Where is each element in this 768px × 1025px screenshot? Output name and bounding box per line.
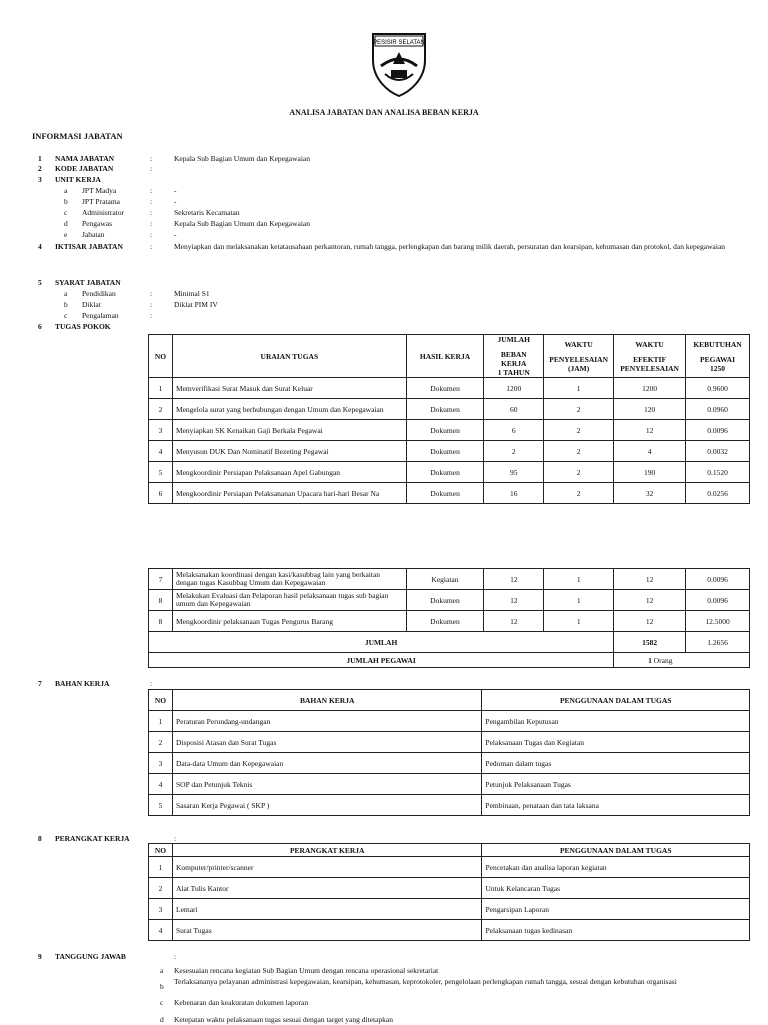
table-row: 1 Komputer/printer/scanner Pencetakan dan analisa laporan kegiatan	[149, 857, 750, 878]
table-row: 3 Lemari Pengarsipan Laporan	[149, 899, 750, 920]
jumlah-pegawai-row: JUMLAH PEGAWAI 1 Orang	[149, 653, 750, 668]
tugas-pokok-table	[148, 334, 750, 504]
table-row: 5 Mengkoordinir Persiapan Pelaksanaan Apel Gabungan Dokumen 95 2 190 0.1520	[149, 462, 750, 483]
table-row: 4 Surat Tugas Pelaksanaan tugas kedinasan	[149, 920, 750, 941]
tugas-header-row	[149, 335, 750, 378]
col-no: NO	[149, 335, 173, 378]
col-waktu: WAKTU PENYELESAIAN (JAM)	[544, 335, 614, 378]
jumlah-row: JUMLAH 1582 1.2656	[149, 632, 750, 653]
table-row: 4 Menyusun DUK Dan Nominatif Bezeting Pegawai Dokumen 2 2 4 0.0032	[149, 441, 750, 462]
table-row: 2 Mengelola surat yang berhubungan dengan Umum dan Kepegawaian Dokumen 60 2 120 0.0960	[149, 399, 750, 420]
table-row: 7 Melaksanakan koordinasi dengan kasi/kasubbag lain yang berkaitan dengan tugas Kasubbag Umum dan Kepegawaian Kegiatan 12 1 12 0.0096	[149, 569, 750, 590]
table-row: 1 Peraturan Perundang-undangan Pengambilan Keputusan	[149, 711, 750, 732]
col-uraian: URAIAN TUGAS	[172, 335, 406, 378]
table-row: 2 Alat Tulis Kantor Untuk Kelancaran Tugas	[149, 878, 750, 899]
table-row: 8 Melakukan Evaluasi dan Pelaporan hasil pelaksanaan tugas sub bagian umum dan Kepegawaian Dokumen 12 1 12 0.0096	[149, 590, 750, 611]
col-jumlah: JUMLAH BEBAN KERJA 1 TAHUN	[484, 335, 544, 378]
logo-text: PESISIR SELATAN	[373, 40, 425, 46]
bahan-kerja-table	[148, 689, 750, 816]
perangkat-kerja-table	[148, 843, 750, 941]
col-efektif: WAKTU EFEKTIF PENYELESAIAN	[614, 335, 686, 378]
bahan-header-row: NO BAHAN KERJA PENGGUNAAN DALAM TUGAS	[149, 690, 750, 711]
col-kebutuhan: KEBUTUHAN PEGAWAI 1250	[686, 335, 750, 378]
perangkat-header-row: NO PERANGKAT KERJA PENGGUNAAN DALAM TUGAS	[149, 844, 750, 857]
table-row: 3 Menyiapkan SK Kenaikan Gaji Berkala Pegawai Dokumen 6 2 12 0.0096	[149, 420, 750, 441]
table-row: 5 Sasaran Kerja Pegawai ( SKP ) Pembinaan, penataan dan tata laksana	[149, 795, 750, 816]
table-row: 2 Disposisi Atasan dan Surat Tugas Pelaksanaan Tugas dan Kegiatan	[149, 732, 750, 753]
col-hasil: HASIL KERJA	[406, 335, 484, 378]
table-row: 8 Mengkoordinir pelaksanaan Tugas Pengurus Barang Dokumen 12 1 12 12.5000	[149, 611, 750, 632]
document-title: ANALISA JABATAN DAN ANALISA BEBAN KERJA	[289, 108, 479, 117]
table-row: 1 Memverifikasi Surat Masuk dan Surat Keluar Dokumen 1200 1 1200 0.9600	[149, 378, 750, 399]
table-row: 3 Data-data Umum dan Kepegawaian Pedoman dalam tugas	[149, 753, 750, 774]
table-row: 4 SOP dan Petunjuk Teknis Petunjuk Pelaksanaan Tugas	[149, 774, 750, 795]
tugas-pokok-table-continued	[148, 568, 750, 668]
table-row: 6 Mengkoordinir Persiapan Pelaksananan Upacara hari-hari Besar Na Dokumen 16 2 32 0.0256	[149, 483, 750, 504]
informasi-jabatan-heading: INFORMASI JABATAN	[32, 131, 123, 141]
regency-crest-logo	[365, 30, 433, 98]
